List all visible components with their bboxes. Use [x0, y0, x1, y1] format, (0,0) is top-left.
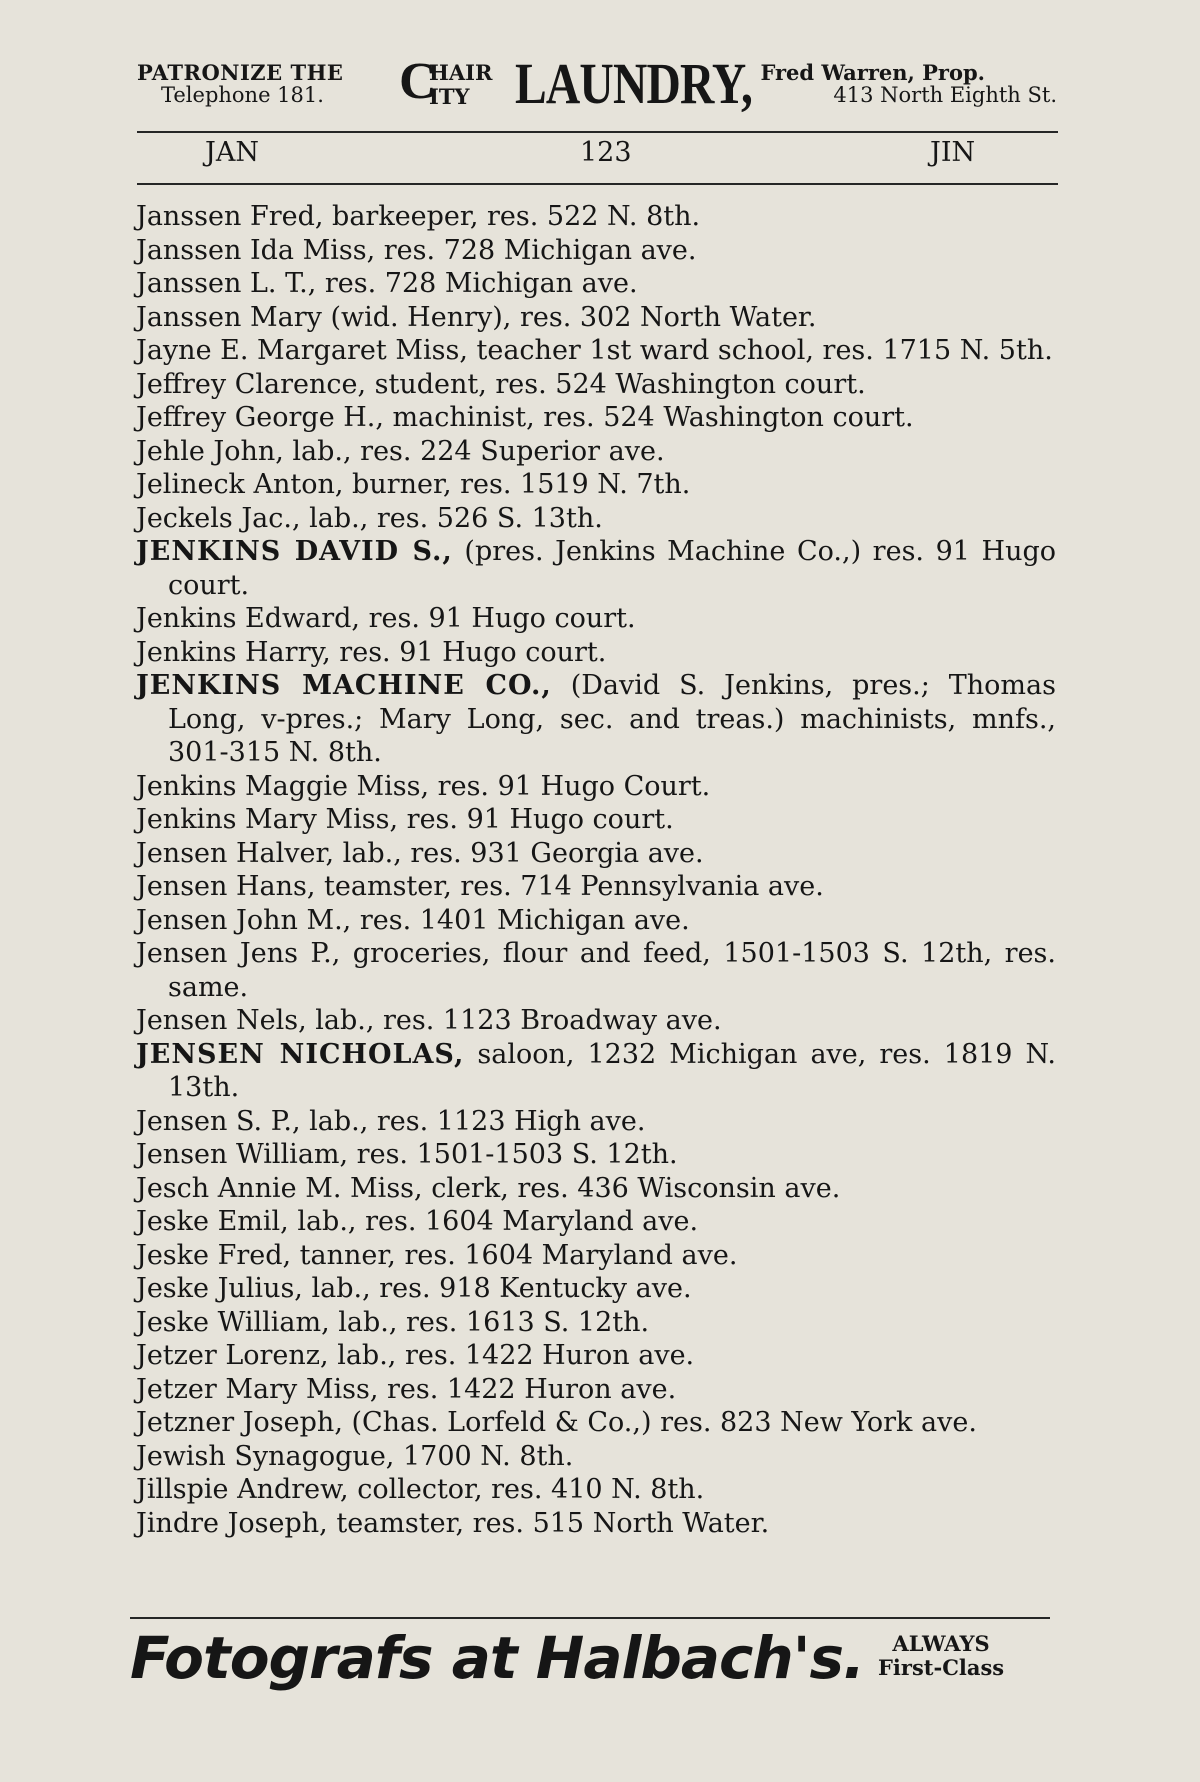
list-item: Jetzer Lorenz, lab., res. 1422 Huron ave. — [136, 1340, 695, 1371]
ad-always-text: ALWAYS — [892, 1631, 990, 1656]
guide-word-right: JIN — [930, 137, 976, 168]
photography-advertisement — [130, 1624, 1060, 1694]
ad-patronize-text: PATRONIZE THE — [137, 60, 344, 85]
ad-first-class-text: First-Class — [878, 1655, 1005, 1680]
list-item: Jayne E. Margaret Miss, teacher 1st ward school, res. 1715 N. 5th. — [136, 335, 1053, 366]
list-item-text: saloon, 1232 Michigan ave, res. 1819 N. 13th. — [168, 1038, 1056, 1103]
page-number: 123 — [580, 137, 632, 168]
list-item: Jeske William, lab., res. 1613 S. 12th. — [136, 1306, 650, 1338]
laundry-advertisement — [137, 51, 1057, 116]
ad-left-block — [137, 60, 343, 107]
list-item: Jehle John, lab., res. 224 Superior ave. — [136, 435, 665, 467]
featured-name: JENSEN NICHOLAS, — [136, 1038, 465, 1070]
list-item: Jewish Synagogue, 1700 N. 8th. — [136, 1440, 574, 1472]
ad-laundry-word: LAUNDRY, — [515, 51, 753, 116]
list-item-featured — [136, 535, 1056, 602]
list-item: Janssen Ida Miss, res. 728 Michigan ave. — [136, 234, 697, 266]
list-item: Jensen John M., res. 1401 Michigan ave. — [136, 904, 690, 936]
list-item: Jetzner Joseph, (Chas. Lorfeld & Co.,) res. 823 New York ave. — [136, 1407, 977, 1438]
header-rule-top — [137, 131, 1058, 133]
ad-city-word: ITY — [429, 84, 470, 109]
featured-name: JENKINS MACHINE CO., — [136, 670, 552, 701]
ad-right-block — [722, 60, 1057, 107]
ad-telephone-text: Telephone 181. — [161, 83, 324, 107]
list-item: Janssen Mary (wid. Henry), res. 302 North Water. — [136, 301, 817, 333]
list-item: Janssen L. T., res. 728 Michigan ave. — [136, 268, 638, 299]
header-rule-bottom — [137, 183, 1058, 185]
footer-rule — [130, 1617, 1050, 1619]
list-item: Jenkins Mary Miss, res. 91 Hugo court. — [136, 804, 674, 835]
list-item: Jeske Fred, tanner, res. 1604 Maryland ave. — [136, 1239, 738, 1271]
ad-chair-word: HAIR — [429, 60, 493, 85]
list-item: Jesch Annie M. Miss, clerk, res. 436 Wisconsin ave. — [136, 1172, 841, 1204]
list-item: Jeffrey Clarence, student, res. 524 Washington court. — [136, 368, 866, 400]
ad-address-text: 413 North Eighth St. — [833, 83, 1057, 107]
list-item: Jensen Halver, lab., res. 931 Georgia ave. — [136, 837, 704, 869]
list-item: Jenkins Harry, res. 91 Hugo court. — [136, 636, 607, 668]
list-item: Jensen Hans, teamster, res. 714 Pennsylvania ave. — [136, 871, 824, 902]
featured-name: JENKINS DAVID S., — [136, 536, 453, 567]
list-item-featured — [136, 669, 1056, 770]
list-item: Janssen Fred, barkeeper, res. 522 N. 8th. — [136, 201, 701, 232]
list-item: Jetzer Mary Miss, res. 1422 Huron ave. — [136, 1373, 677, 1405]
list-item: Jillspie Andrew, collector, res. 410 N. 8th. — [136, 1474, 705, 1505]
list-item: Jenkins Edward, res. 91 Hugo court. — [136, 603, 636, 634]
list-item: Jindre Joseph, teamster, res. 515 North Water. — [136, 1507, 770, 1539]
list-item: Jenkins Maggie Miss, res. 91 Hugo Court. — [136, 770, 711, 802]
list-item: Jensen William, res. 1501-1503 S. 12th. — [136, 1139, 678, 1170]
list-item: Jelineck Anton, burner, res. 1519 N. 7th. — [136, 469, 691, 500]
list-item-text: (pres. Jenkins Machine Co.,) res. 91 Hugo court. — [168, 536, 1056, 601]
list-item: Jeckels Jac., lab., res. 526 S. 13th. — [136, 502, 603, 534]
ad-always-block — [878, 1632, 1004, 1680]
list-item: Jensen Nels, lab., res. 1123 Broadway ave. — [136, 1005, 722, 1036]
list-item: Jeffrey George H., machinist, res. 524 Washington court. — [136, 402, 914, 433]
list-item: Jeske Emil, lab., res. 1604 Maryland ave. — [136, 1206, 699, 1237]
directory-listing — [136, 200, 1056, 1540]
list-item: Jensen S. P., lab., res. 1123 High ave. — [136, 1105, 646, 1137]
list-item-text: (David S. Jenkins, pres.; Thomas Long, v-pres.; Mary Long, sec. and treas.) machinists, mnfs., 301-315 N. 8th. — [168, 670, 1056, 768]
ad-proprietor-text: Fred Warren, Prop. — [760, 60, 985, 85]
list-item: Jeske Julius, lab., res. 918 Kentucky ave. — [136, 1273, 692, 1304]
list-item-featured — [136, 1038, 1056, 1105]
ad-big-letter: C — [399, 53, 437, 110]
guide-word-left: JAN — [205, 137, 259, 168]
ad-fotografs-text: Fotografs at Halbach's. — [130, 1624, 865, 1692]
list-item: Jensen Jens P., groceries, flour and feed, 1501-1503 S. 12th, res. same. — [136, 938, 1056, 1003]
